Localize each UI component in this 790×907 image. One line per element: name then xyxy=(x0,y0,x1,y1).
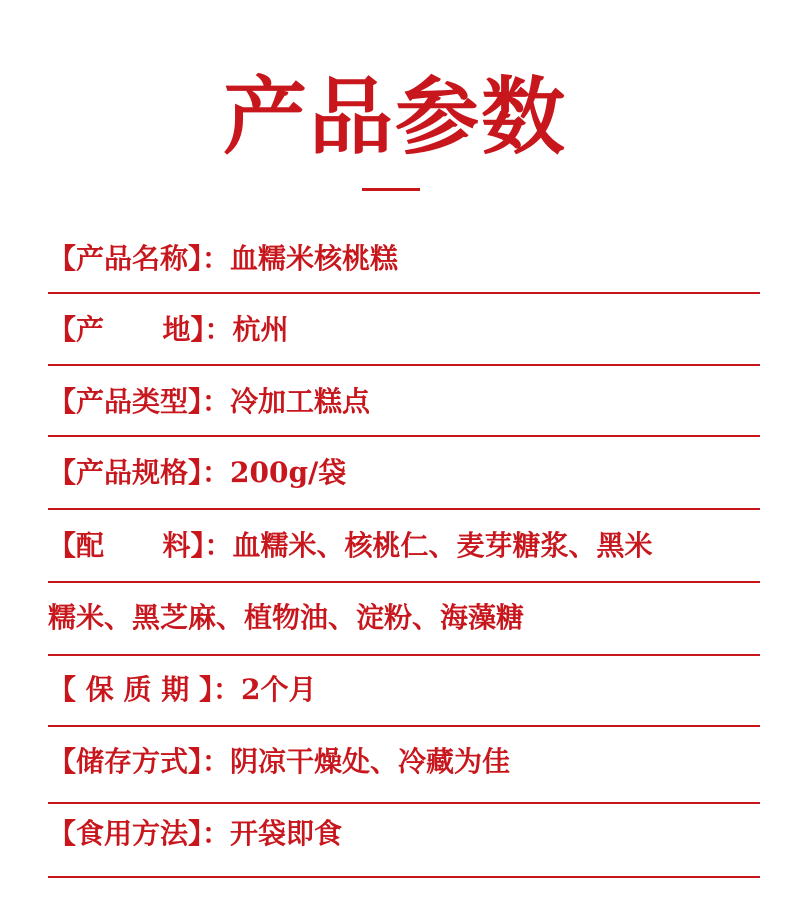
param-label-ingredients: 【配 料】： xyxy=(48,529,233,562)
row-divider xyxy=(48,581,760,583)
param-row-origin xyxy=(48,310,760,350)
param-row-usage xyxy=(48,814,760,854)
row-divider xyxy=(48,876,760,878)
param-row-name xyxy=(48,239,760,279)
param-row-shelf-life xyxy=(48,670,760,710)
row-divider xyxy=(48,802,760,804)
param-row-ingredients xyxy=(48,526,760,566)
param-value-shelf-life: 2个月 xyxy=(241,673,317,706)
param-row-type xyxy=(48,382,760,422)
title-underline xyxy=(362,188,420,191)
param-value-type: 冷加工糕点 xyxy=(230,385,371,418)
param-value-usage: 开袋即食 xyxy=(230,817,343,850)
param-value-ingredients-line2: 糯米、黑芝麻、植物油、淀粉、海藻糖 xyxy=(48,601,525,634)
param-label-spec: 【产品规格】： xyxy=(48,456,231,489)
row-divider xyxy=(48,654,760,656)
param-label-type: 【产品类型】： xyxy=(48,385,231,418)
row-divider xyxy=(48,364,760,366)
param-label-shelf-life: 【 保 质 期 】： xyxy=(48,673,241,706)
page-title: 产品参数 xyxy=(222,67,567,166)
param-row-storage xyxy=(48,742,760,782)
param-label-usage: 【食用方法】： xyxy=(48,817,231,850)
row-divider xyxy=(48,725,760,727)
param-label-storage: 【储存方式】： xyxy=(48,745,231,778)
param-value-ingredients-line1: 血糯米、核桃仁、麦芽糖浆、黑米 xyxy=(232,529,653,562)
param-label-name: 【产品名称】： xyxy=(48,242,231,275)
row-divider xyxy=(48,508,760,510)
param-value-name: 血糯米核桃糕 xyxy=(230,242,399,275)
param-value-spec: 200g/袋 xyxy=(230,456,347,489)
param-value-storage: 阴凉干燥处、冷藏为佳 xyxy=(230,745,511,778)
row-divider xyxy=(48,292,760,294)
param-label-origin: 【产 地】： xyxy=(48,313,233,346)
param-row-ingredients-cont xyxy=(48,598,760,638)
param-row-spec xyxy=(48,453,760,493)
param-value-origin: 杭州 xyxy=(232,313,289,346)
row-divider xyxy=(48,435,760,437)
